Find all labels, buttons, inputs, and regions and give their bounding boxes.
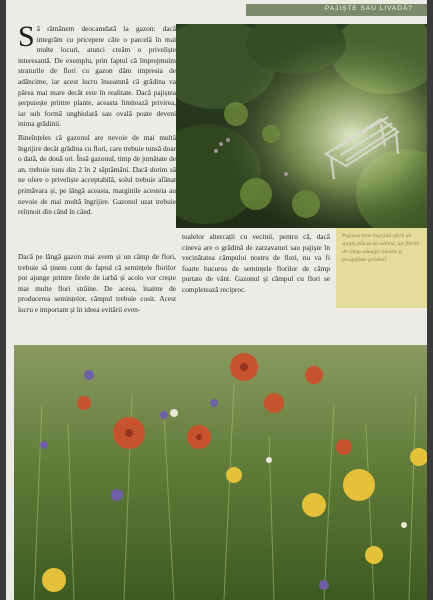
drop-cap: S	[18, 20, 35, 53]
garden-bench-photo	[176, 24, 427, 228]
paragraph-intro-text: ă rămânem deocamdată la gazon: dacă integrăm cu pricepere câte o parcelă în mai multe locuri, atunci creăm o priveliște interesantă. De exemplu, prin faptul că împrejmuim straturile de flori cu gazon dăm impresia de adâncime, iar acest lucru înseamnă că grădina va părea mai mare decât este în realitate. Dacă pajiștea șerpuiește printre plante, aceasta limitează privirea, iar sub formă unghiulară sau ovală poate deveni inima grădinii.	[18, 24, 176, 129]
caption-box	[336, 228, 427, 308]
paragraph-intro	[18, 20, 176, 130]
book-page	[6, 0, 427, 600]
section-header: PAJIȘTE SAU LIVADĂ?	[324, 5, 413, 12]
text-column-bottom-left: Dacă pe lângă gazon mai avem și un câmp de flori, trebuie să ținem cont de faptul că semințele florilor pot ajunge printre firele de iarbă și acolo vor crește mai multe flori străine. De aceea, înainte de producerea semințelor, câmpul trebuie cosit. Acest lucru e important și în ideea evitării even-	[18, 252, 176, 314]
wildflower-meadow-photo	[14, 345, 427, 600]
caption-text: Pajiștea bine îngrijită oferă un spațiu plăcut de odihnă, iar florile de câmp adaugă culoare și prospețime grădinii.	[342, 233, 420, 263]
text-column-left	[18, 20, 176, 221]
paragraph-care: Bineînțeles că gazonul are nevoie de mai multă îngrijire decât grădina cu flori, care trebuie tunsă doar o dată, de două ori. Însă gazonul, timp de jumătate de an, trebuie tuns din 2 în 2 săptămâni. Dacă dorim să ne ofere o priveliște acceptabilă, solul trebuie afânat primăvara și, pe lângă aceasta, marginile acesteia au nevoie de mai multă îngrijire. Gazonul uzat trebuie reînnoit din când în când.	[18, 132, 176, 217]
text-column-middle: tualelor altercații cu vecinii, pentru că, dacă cineva are o grădină de zarzavaturi sau pajiște în vecinătatea câmpului nostru de flori, nu va fi foarte bucuros de semințele florilor de câmp purtate de vânt. Gazonul și câmpul cu flori se completează reciproc.	[182, 232, 330, 294]
